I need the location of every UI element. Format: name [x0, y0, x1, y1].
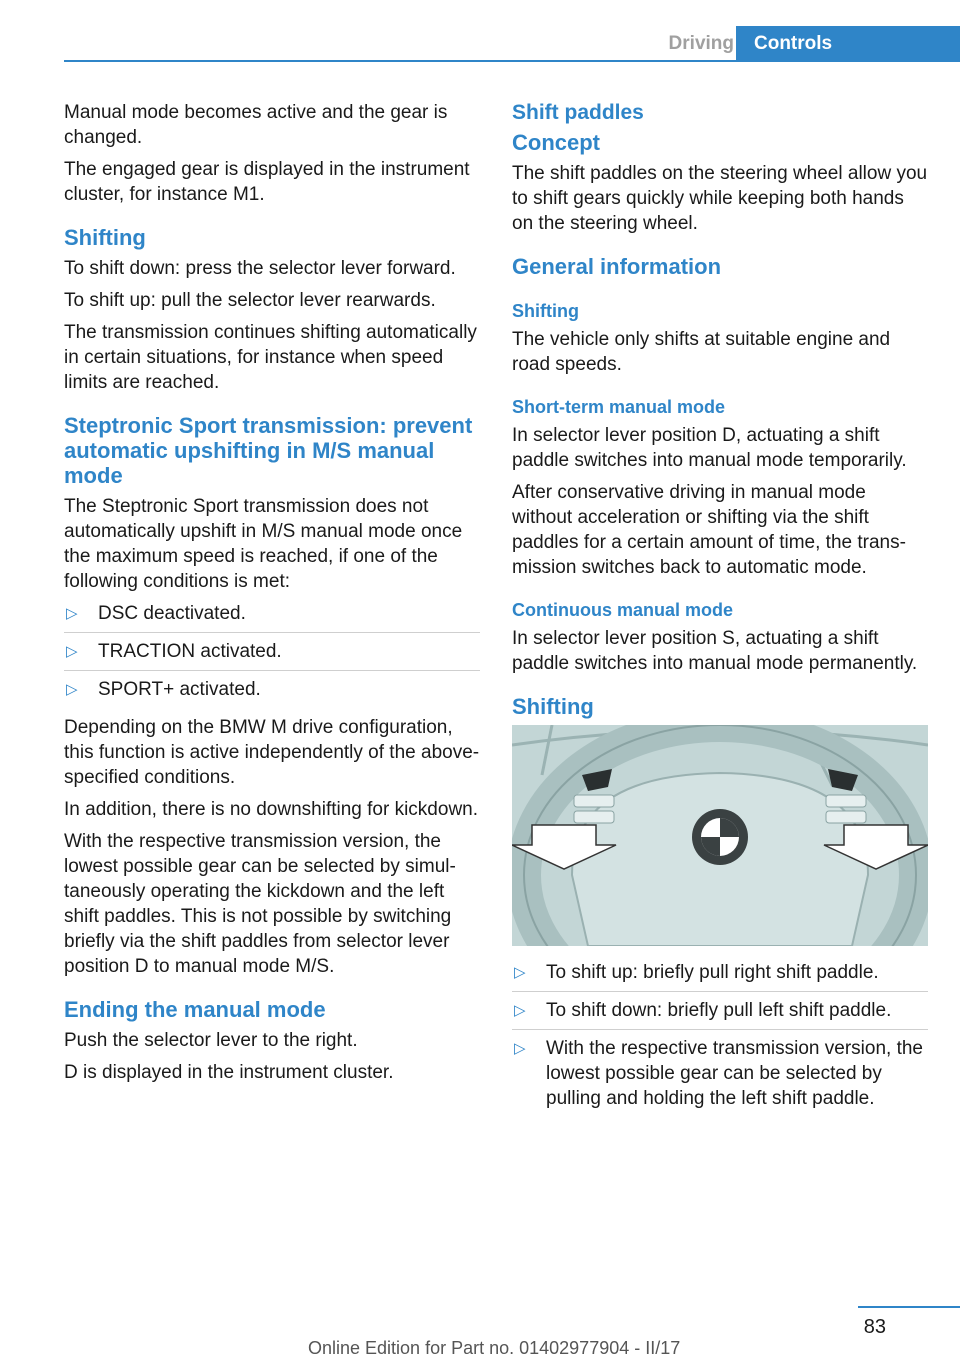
- list-item: ▷ DSC deactivated.: [64, 601, 480, 633]
- paddle-instructions-list: [512, 960, 928, 1117]
- list-item: ▷ To shift down: briefly pull left shift paddle.: [512, 998, 928, 1030]
- triangle-right-icon: ▷: [66, 605, 78, 622]
- paragraph: To shift down: press the selector lever forward.: [64, 258, 456, 279]
- heading-concept: Concept: [512, 130, 600, 155]
- footer-rule: [858, 1306, 960, 1308]
- triangle-right-icon: ▷: [514, 964, 526, 981]
- right-column: [512, 100, 928, 1124]
- paragraph: Manual mode becomes active and the gear is changed.: [64, 102, 448, 148]
- page-number: 83: [863, 1316, 886, 1338]
- paragraph: The shift paddles on the steering wheel allow you to shift gears quickly while keeping both hands on the steering wheel.: [512, 163, 928, 234]
- paragraph: With the respective transmission version, the lowest possible gear can be selected by simultaneously operating the kickdown and the left shift paddles. This is not possible by switching briefly via the shift paddles from selector lever position D to manual mode M/S.: [64, 831, 456, 977]
- steering-wheel-illustration: [512, 725, 928, 946]
- paragraph: Depending on the BMW M drive configuration, this function is active independently of the above-specified conditions.: [64, 717, 480, 788]
- subheading-continuous-manual-mode: Continuous manual mode: [512, 600, 734, 620]
- heading-shifting: Shifting: [64, 225, 146, 250]
- paragraph: The Steptronic Sport transmission does not automatically upshift in M/S manual mode once the maximum speed is reached, if one of the following conditions is met:: [64, 496, 463, 592]
- paragraph: Push the selector lever to the right.: [64, 1030, 358, 1051]
- paragraph: The engaged gear is displayed in the instrument cluster, for instance M1.: [64, 159, 470, 205]
- header-section-driving[interactable]: Driving: [668, 33, 734, 54]
- heading-shifting: Shifting: [512, 694, 594, 719]
- triangle-right-icon: ▷: [514, 1002, 526, 1019]
- left-column: [64, 100, 480, 1092]
- paragraph: To shift up: pull the selector lever rearwards.: [64, 290, 436, 311]
- paragraph: In selector lever position D, actuating a shift paddle switches into manual mode temporarily.: [512, 425, 907, 471]
- heading-ending-manual-mode: Ending the manual mode: [64, 997, 326, 1022]
- list-item: ▷ To shift up: briefly pull right shift paddle.: [512, 960, 928, 992]
- subheading-shifting: Shifting: [512, 301, 579, 321]
- paragraph: The vehicle only shifts at suitable engine and road speeds.: [512, 329, 891, 375]
- paragraph: In addition, there is no downshifting for kickdown.: [64, 799, 479, 820]
- list-item: ▷ SPORT+ activated.: [66, 679, 261, 700]
- triangle-right-icon: ▷: [66, 643, 78, 660]
- list-item: ▷ TRACTION activated.: [64, 639, 480, 671]
- subheading-short-term-manual-mode: Short-term manual mode: [512, 397, 726, 417]
- triangle-right-icon: ▷: [66, 681, 78, 698]
- paragraph: D is displayed in the instrument cluster.: [64, 1062, 394, 1083]
- paragraph: After conservative driving in manual mode without acceleration or shifting via the shift paddles for a certain amount of time, the transmission switches back to automatic mode.: [512, 482, 906, 578]
- list-item: ▷ With the respective transmission version, the lowest possible gear can be selected by pulling and holding the left shift paddle.: [514, 1038, 923, 1109]
- triangle-right-icon: ▷: [514, 1040, 526, 1057]
- conditions-list: [64, 601, 480, 708]
- heading-shift-paddles: Shift paddles: [512, 101, 644, 124]
- edition-footer: Online Edition for Part no. 01402977904 - II/17: [308, 1338, 681, 1358]
- heading-general-information: General information: [512, 254, 722, 279]
- paragraph: In selector lever position S, actuating a shift paddle switches into manual mode permanently.: [512, 628, 918, 674]
- paragraph: The transmission continues shifting automatically in certain situations, for instance when speed limits are reached.: [64, 322, 477, 393]
- header-tab-controls[interactable]: Controls: [736, 26, 960, 62]
- heading-steptronic: Steptronic Sport transmission: prevent automatic upshifting in M/S manual mode: [64, 413, 473, 488]
